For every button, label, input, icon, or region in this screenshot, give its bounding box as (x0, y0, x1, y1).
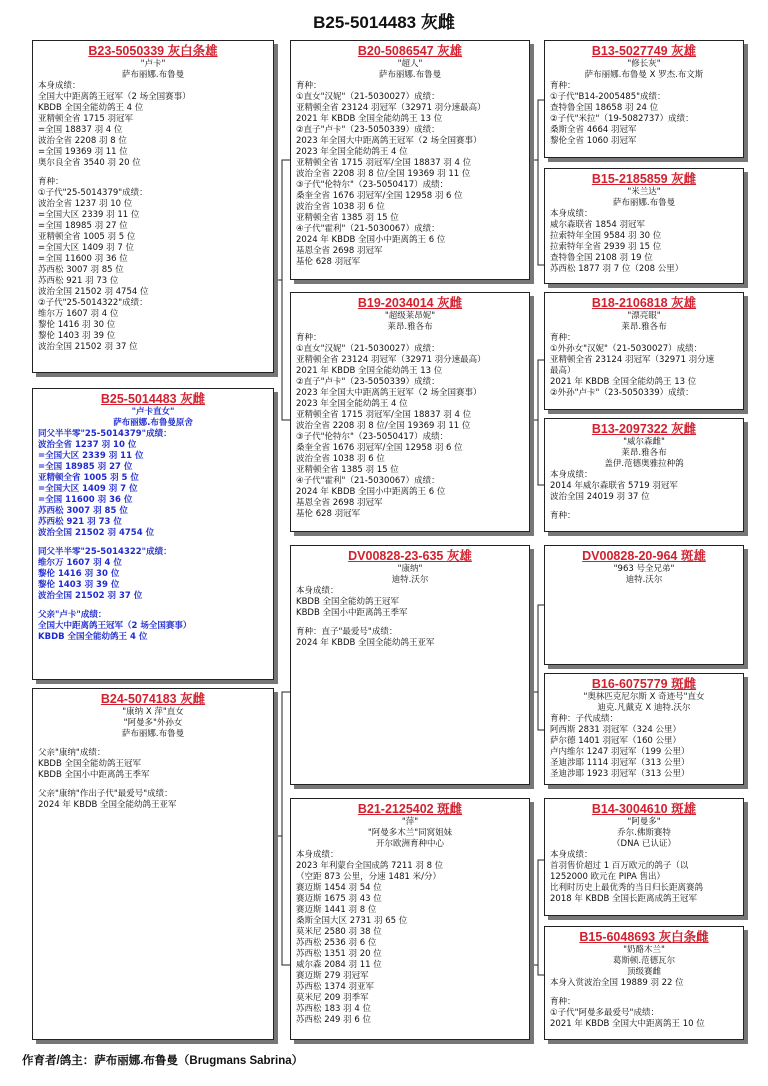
spacer (296, 619, 524, 627)
subject-results (38, 429, 268, 643)
great-grandsire-3-subtitle: "963 号全兄弟" (613, 564, 675, 574)
result-line: 育种： (296, 333, 322, 343)
great-grandsire-4-results (550, 850, 738, 905)
result-line: 苏西松 1877 羽 7 位（208 公里） (550, 264, 684, 274)
result-line: KBDB 全国小中距离鸽王季军 (38, 770, 150, 780)
result-line: 2021 年 KBDB 全国全能幼鸽王 13 位 (296, 366, 443, 376)
result-line: 育种： (550, 997, 576, 1007)
great-grandsire-1-results (550, 81, 738, 147)
sire-ring: B23-5050339 灰白条雄 (88, 44, 218, 58)
result-line: 波治全省 1038 羽 6 位 (296, 454, 385, 464)
result-line: 亚精顿全省 23124 羽冠军（32971 羽分速 (550, 355, 715, 365)
spacer (38, 539, 268, 547)
result-line: 亚精顿全省 1715 羽冠军/全国 18837 羽 4 位 (296, 158, 472, 168)
result-line: 赛迈斯 1441 羽 8 位 (296, 905, 377, 915)
result-line: 亚精顿全省 23124 羽冠军（32971 羽分速最高） (296, 103, 486, 113)
result-line: =全国 18985 羽 27 位 (38, 462, 133, 472)
granddam-paternal-subtitle: 莱昂.雅各布 (387, 322, 433, 332)
result-line: 父亲"康纳"成绩： (38, 748, 106, 758)
great-granddam-3-subtitle: "奥林匹克尼尔斯 X 奇迹号"直女 (583, 692, 705, 702)
result-line: 育种： (38, 177, 64, 187)
granddam-maternal-card[interactable] (290, 798, 530, 1040)
result-line: 2021 年 KBDB 全国全能幼鸽王 13 位 (296, 114, 443, 124)
result-line: 2024 年 KBDB 全国小中距离鸽王 6 位 (296, 487, 446, 497)
great-granddam-4-ring: B15-6048693 灰白条雌 (579, 930, 709, 944)
subject-card[interactable] (32, 388, 274, 680)
result-line: 首羽售价超过 1 百万欧元的鸽子（以 (550, 861, 689, 871)
great-granddam-4-results (550, 978, 738, 1030)
dam-subtitle: 萨布丽娜.布鲁曼 (121, 729, 185, 739)
result-line: =全国大区 2339 羽 11 位 (38, 451, 144, 461)
grandsire-maternal-results (296, 586, 524, 649)
result-line: KBDB 全国全能幼鸽王 4 位 (38, 632, 148, 642)
great-granddam-1-card[interactable] (544, 168, 744, 284)
result-line: 桑奎全省 1676 羽冠军/全国 12958 羽 6 位 (296, 443, 463, 453)
grandsire-maternal-ring: DV00828-23-635 灰雄 (348, 549, 472, 563)
result-line: 萨尔德 1401 羽冠军（160 公里） (550, 736, 681, 746)
result-line: 波治全省 2208 羽 8 位/全国 19369 羽 11 位 (296, 169, 471, 179)
great-grandsire-1-subtitle: 萨布丽娜.布鲁曼 X 罗杰.布文斯 (584, 70, 704, 80)
result-line: 卢内维尔 1247 羽冠军（199 公里） (550, 747, 690, 757)
result-line: 拉索特年全省 2939 羽 15 位 (550, 242, 662, 252)
dam-ring: B24-5074183 灰雌 (100, 692, 206, 706)
result-line: ②子代"米拉"（19-5082737）成绩： (550, 114, 694, 124)
result-line: 威尔森 2084 羽 11 位 (296, 960, 382, 970)
result-line: ③子代"伦特尔"（23-5050417）成绩： (296, 180, 449, 190)
result-line: 拉索特年全国 9584 羽 30 位 (550, 231, 662, 241)
great-granddam-3-results (550, 714, 738, 780)
result-line: ①直女"汉妮"（21-5030027）成绩： (296, 92, 440, 102)
result-line: 育种： (550, 333, 576, 343)
dam-card[interactable] (32, 688, 274, 1040)
great-granddam-1-results (550, 209, 738, 275)
great-granddam-2-subtitle: 盖伊.范德奥雅拉种鸽 (604, 459, 684, 469)
sire-card[interactable] (32, 40, 274, 373)
granddam-maternal-subtitle: "阿曼多木兰"同窝姐妹 (367, 828, 453, 838)
great-grandsire-1-subtitle: "修长灰" (627, 59, 661, 69)
granddam-maternal-ring: B21-2125402 斑雌 (357, 802, 463, 816)
result-line: 同父半半零"25-5014322"成绩： (38, 547, 172, 557)
result-line: （空距 873 公里，分速 1481 米/分） (296, 872, 442, 882)
great-granddam-4-card[interactable] (544, 926, 744, 1040)
result-line: 比利时历史上最优秀的当日归长距离赛鸽 (550, 883, 704, 893)
result-line: 桑斯全国大区 2731 羽 65 位 (296, 916, 408, 926)
dam-subtitle: "阿曼多"外孙女 (123, 718, 183, 728)
result-line: KBDB 全国小中距离鸽王季军 (296, 608, 408, 618)
result-line: 维尔万 1607 羽 4 位 (38, 558, 122, 568)
result-line: =全国 11600 羽 36 位 (38, 254, 128, 264)
result-line: ①子代"阿曼多最爱号"成绩： (550, 1008, 659, 1018)
result-line: 父亲"康纳"作出子代"最爱号"成绩： (38, 789, 173, 799)
result-line: 波治全省 1038 羽 6 位 (296, 202, 385, 212)
great-granddam-2-subtitle: "威尔森雌" (623, 437, 665, 447)
result-line: 苏西松 249 羽 6 位 (296, 1015, 371, 1025)
result-line: 本身入赏波治全国 19889 羽 22 位 (550, 978, 684, 988)
result-line: KBDB 全国全能幼鸽王冠军 (38, 759, 141, 769)
great-granddam-1-ring: B15-2185859 灰雌 (591, 172, 697, 186)
great-grandsire-2-results (550, 333, 738, 399)
result-line: 亚精顿全省 1715 羽冠军/全国 18837 羽 4 位 (296, 410, 472, 420)
granddam-maternal-subtitle: 开尔欧洲育种中心 (375, 839, 444, 849)
result-line: ④子代"霍利"（21-5030067）成绩： (296, 476, 440, 486)
result-line: 育种：子代成绩： (550, 714, 619, 724)
result-line: 波治全国 21502 羽 4754 位 (38, 287, 149, 297)
great-granddam-4-subtitle: 葛斯顿.范德瓦尔 (612, 956, 676, 966)
result-line: 黎伦 1403 羽 39 位 (38, 331, 116, 341)
result-line: 2024 年 KBDB 全国全能幼鸽王亚军 (38, 800, 177, 810)
result-line: 波治全省 1237 羽 10 位 (38, 440, 137, 450)
result-line: 桑斯全省 4664 羽冠军 (550, 125, 637, 135)
sire-subtitle: "卢卡" (140, 59, 166, 69)
result-line: 1252000 欧元在 PIPA 售出） (550, 872, 665, 882)
result-line: =全国大区 2339 羽 11 位 (38, 210, 140, 220)
sire-subtitle: 萨布丽娜.布鲁曼 (121, 70, 185, 80)
result-line: KBDB 全国全能幼鸽王冠军 (296, 597, 399, 607)
result-line: 波治全省 1237 羽 10 位 (38, 199, 133, 209)
great-granddam-2-ring: B13-2097322 灰雌 (591, 422, 697, 436)
granddam-paternal-subtitle: "超级莱昂妮" (384, 311, 436, 321)
great-grandsire-4-card[interactable] (544, 798, 744, 916)
subject-subtitle: 萨布丽娜.布鲁曼原舍 (113, 418, 193, 428)
great-granddam-2-subtitle: 莱昂.雅各布 (621, 448, 667, 458)
result-line: 2014 年威尔森联省 5719 羽冠军 (550, 481, 678, 491)
grandsire-maternal-card[interactable] (290, 545, 530, 785)
result-line: =全国大区 1409 羽 7 位 (38, 484, 138, 494)
grandsire-maternal-subtitle: 迪特.沃尔 (391, 575, 429, 585)
result-line: 基恩全省 2698 羽冠军 (296, 246, 383, 256)
great-granddam-2-results (550, 470, 738, 522)
subject-ring: B25-5014483 灰雌 (100, 392, 206, 406)
result-line: 桑奎全省 1676 羽冠军/全国 12958 羽 6 位 (296, 191, 463, 201)
great-grandsire-4-ring: B14-3004610 斑雄 (591, 802, 697, 816)
result-line: 2023 年全国全能幼鸽王 4 位 (296, 399, 408, 409)
result-line: 莫米尼 209 羽季军 (296, 993, 369, 1003)
result-line: 苏西松 1351 羽 20 位 (296, 949, 382, 959)
result-line: 全国大中距离鸽王冠军（2 场全国赛事） (38, 92, 191, 102)
result-line: 本身成绩： (550, 850, 593, 860)
result-line: 波治全省 2208 羽 8 位/全国 19369 羽 11 位 (296, 421, 471, 431)
result-line: 2018 年 KBDB 全国长距离成鸽王冠军 (550, 894, 698, 904)
result-line: 威尔森联省 1854 羽冠军 (550, 220, 646, 230)
great-granddam-1-subtitle: "米兰达" (627, 187, 661, 197)
grandsire-paternal-results (296, 81, 524, 268)
great-grandsire-2-subtitle: "漂亮眼" (627, 311, 661, 321)
great-granddam-3-subtitle: 迪克.凡戴克 X 迪特.沃尔 (597, 703, 691, 713)
result-line: 全国大中距离鸽王冠军（2 场全国赛事） (38, 621, 192, 631)
result-line: ①直女"汉妮"（21-5030027）成绩： (296, 344, 440, 354)
grandsire-paternal-card[interactable] (290, 40, 530, 280)
result-line: 亚精顿全省 1005 羽 5 位 (38, 232, 136, 242)
result-line: 苏西松 921 羽 73 位 (38, 276, 119, 286)
spacer (550, 989, 738, 997)
result-line: 2021 年 KBDB 全国大中距离鸽王 10 位 (550, 1019, 705, 1029)
great-granddam-4-subtitle: "奶酪木兰" (623, 945, 665, 955)
result-line: 黎伦全省 1060 羽冠军 (550, 136, 637, 146)
grandsire-paternal-ring: B20-5086547 灰雄 (357, 44, 463, 58)
result-line: ②子代"25-5014322"成绩： (38, 298, 148, 308)
result-line: 奥尔良全省 3540 羽 20 位 (38, 158, 141, 168)
result-line: ④子代"霍利"（21-5030067）成绩： (296, 224, 440, 234)
spacer (38, 169, 268, 177)
result-line: 2023 年全国大中距离鸽王冠军（2 场全国赛事） (296, 388, 482, 398)
great-grandsire-2-subtitle: 莱昂.雅各布 (621, 322, 667, 332)
result-line: 莫米尼 2580 羽 38 位 (296, 927, 382, 937)
result-line: 本身成绩： (38, 81, 81, 91)
result-line: 赛迈斯 1454 羽 54 位 (296, 883, 382, 893)
great-granddam-3-ring: B16-6075779 斑雌 (591, 677, 697, 691)
great-grandsire-4-subtitle: （DNA 已认证） (612, 839, 676, 849)
result-line: 基伦 628 羽冠军 (296, 509, 361, 519)
result-line: =全国大区 1409 羽 7 位 (38, 243, 134, 253)
result-line: 亚精顿全省 1385 羽 15 位 (296, 465, 399, 475)
result-line: ②外孙"卢卡"（23-5050339）成绩： (550, 388, 694, 398)
spacer (38, 781, 268, 789)
page-title: B25-5014483 灰雌 (313, 13, 455, 32)
result-line: 本身成绩： (550, 470, 593, 480)
great-grandsire-4-subtitle: "阿曼多" (627, 817, 661, 827)
great-grandsire-1-ring: B13-5027749 灰雄 (591, 44, 697, 58)
result-line: 育种： (550, 511, 576, 521)
result-line: 本身成绩： (296, 586, 339, 596)
great-granddam-4-subtitle: 顶级赛雌 (626, 967, 661, 977)
result-line: 圣迪涉耶 1114 羽冠军（313 公里） (550, 758, 690, 768)
result-line: 基恩全省 2698 羽冠军 (296, 498, 383, 508)
result-line: 苏西松 3007 羽 85 位 (38, 506, 128, 516)
result-line: 圣迪涉耶 1923 羽冠军（313 公里） (550, 769, 690, 779)
granddam-paternal-ring: B19-2034014 灰雌 (357, 296, 463, 310)
great-grandsire-3-ring: DV00828-20-964 斑雄 (582, 549, 706, 563)
result-line: 维尔万 1607 羽 4 位 (38, 309, 119, 319)
result-line: 最高） (550, 366, 576, 376)
result-line: 苏西松 921 羽 73 位 (38, 517, 122, 527)
result-line: 2023 年全国大中距离鸽王冠军（2 场全国赛事） (296, 136, 482, 146)
result-line: 查特鲁全国 2108 羽 19 位 (550, 253, 653, 263)
result-line: 亚精顿全省 1005 羽 5 位 (38, 473, 139, 483)
result-line: 波治全省 2208 羽 8 位 (38, 136, 127, 146)
result-line: 亚精顿全省 1715 羽冠军 (38, 114, 134, 124)
result-line: 育种：直子"最爱号"成绩： (296, 627, 398, 637)
result-line: 赛迈斯 1675 羽 43 位 (296, 894, 382, 904)
breeder-footer: 作育者/鸽主：萨布丽娜.布鲁曼（Brugmans Sabrina） (22, 1055, 304, 1067)
granddam-maternal-subtitle: "萍" (401, 817, 419, 827)
sire-results (38, 81, 268, 353)
great-grandsire-1-card[interactable] (544, 40, 744, 158)
result-line: 黎伦 1416 羽 30 位 (38, 320, 116, 330)
result-line: 阿西斯 2831 羽冠军（324 公里） (550, 725, 681, 735)
result-line: ③子代"伦特尔"（23-5050417）成绩： (296, 432, 449, 442)
result-line: KBDB 全国全能幼鸽王 4 位 (38, 103, 144, 113)
result-line: 亚精顿全省 23124 羽冠军（32971 羽分速最高） (296, 355, 486, 365)
result-line: 黎伦 1416 羽 30 位 (38, 569, 120, 579)
spacer (38, 602, 268, 610)
result-line: 苏西松 1374 羽亚军 (296, 982, 375, 992)
result-line: 波治全国 21502 羽 37 位 (38, 342, 138, 352)
granddam-paternal-results (296, 333, 524, 520)
spacer (550, 503, 738, 511)
result-line: ①子代"B14-2005485"成绩： (550, 92, 666, 102)
result-line: 亚精顿全省 1385 羽 15 位 (296, 213, 399, 223)
result-line: 2021 年 KBDB 全国全能幼鸽王 13 位 (550, 377, 697, 387)
great-granddam-3-card[interactable] (544, 673, 744, 785)
result-line: ①子代"25-5014379"成绩： (38, 188, 148, 198)
grandsire-paternal-subtitle: 萨布丽娜.布鲁曼 (378, 70, 442, 80)
result-line: ②直子"卢卡"（23-5050339）成绩： (296, 377, 440, 387)
great-grandsire-3-card[interactable] (544, 545, 744, 665)
result-line: 黎伦 1403 羽 39 位 (38, 580, 120, 590)
result-line: 育种： (296, 81, 322, 91)
result-line: 本身成绩： (550, 209, 593, 219)
dam-subtitle: "康纳 X 萍"直女 (122, 707, 184, 717)
result-line: =全国 19369 羽 11 位 (38, 147, 128, 157)
great-granddam-2-card[interactable] (544, 418, 744, 532)
dam-results (38, 748, 268, 811)
result-line: 苏西松 2536 羽 6 位 (296, 938, 377, 948)
result-line: 苏西松 183 羽 4 位 (296, 1004, 371, 1014)
grandsire-paternal-subtitle: "超人" (397, 59, 423, 69)
result-line: 育种： (550, 81, 576, 91)
result-line: ②直子"卢卡"（23-5050339）成绩： (296, 125, 440, 135)
result-line: ①外孙女"汉妮"（21-5030027）成绩： (550, 344, 703, 354)
result-line: =全国 11600 羽 36 位 (38, 495, 133, 505)
result-line: 查特鲁全国 18658 羽 24 位 (550, 103, 659, 113)
great-grandsire-3-subtitle: 迪特.沃尔 (625, 575, 663, 585)
granddam-paternal-card[interactable] (290, 292, 530, 532)
great-grandsire-4-subtitle: 乔尔.佛斯赛特 (617, 828, 671, 838)
result-line: 2024 年 KBDB 全国小中距离鸽王 6 位 (296, 235, 446, 245)
result-line: 2023 年全国全能幼鸽王 4 位 (296, 147, 408, 157)
result-line: 波治全国 24019 羽 37 位 (550, 492, 650, 502)
result-line: 波治全国 21502 羽 37 位 (38, 591, 143, 601)
great-grandsire-2-card[interactable] (544, 292, 744, 410)
result-line: 2023 年利蒙台全国成鸽 7211 羽 8 位 (296, 861, 444, 871)
grandsire-maternal-subtitle: "康纳" (397, 564, 423, 574)
result-line: 父亲"卢卡"成绩： (38, 610, 107, 620)
result-line: =全国 18837 羽 4 位 (38, 125, 123, 135)
granddam-maternal-results (296, 850, 524, 1026)
result-line: =全国 18985 羽 27 位 (38, 221, 128, 231)
great-grandsire-2-ring: B18-2106818 灰雄 (591, 296, 697, 310)
subject-subtitle: "卢卡直女" (131, 407, 175, 417)
result-line: 本身成绩： (296, 850, 339, 860)
result-line: 波治全国 21502 羽 4754 位 (38, 528, 155, 538)
result-line: 基伦 628 羽冠军 (296, 257, 361, 267)
result-line: 2024 年 KBDB 全国全能幼鸽王亚军 (296, 638, 435, 648)
result-line: 同父半半零"25-5014379"成绩： (38, 429, 172, 439)
result-line: 苏西松 3007 羽 85 位 (38, 265, 124, 275)
great-granddam-1-subtitle: 萨布丽娜.布鲁曼 (612, 198, 676, 208)
result-line: 赛迈斯 279 羽冠军 (296, 971, 369, 981)
